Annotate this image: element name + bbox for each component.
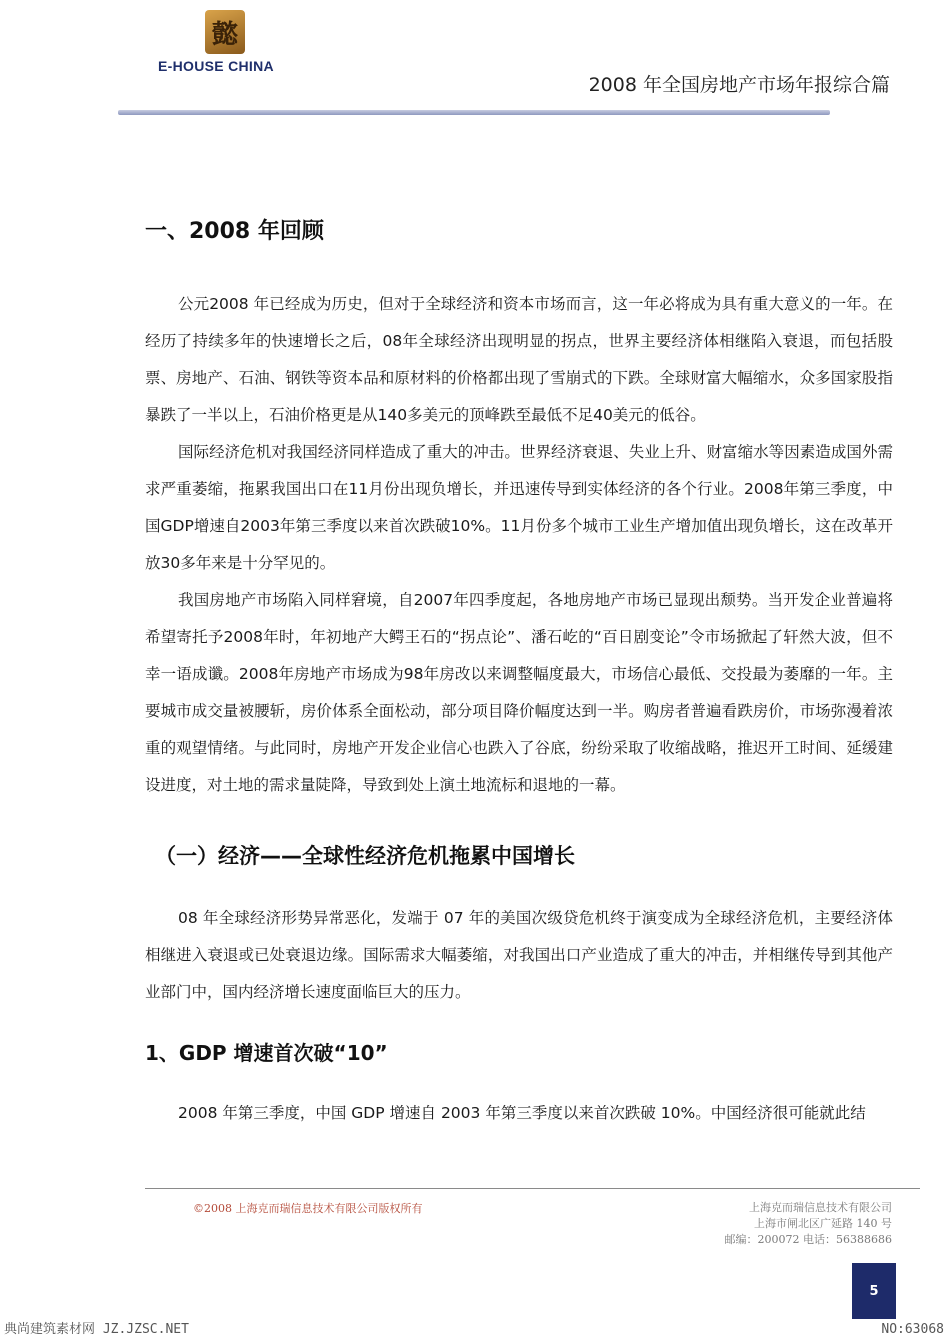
- section-heading: 一、2008 年回顾: [145, 219, 324, 244]
- subsection-paragraph: 08 年全球经济形势异常恶化，发端于 07 年的美国次级贷危机终于演变成为全球经济危机，主要经济体相继进入衰退或已处衰退边缘。国际需求大幅萎缩，对我国出口产业造成了重大的冲击，并相继传导到其他产业部门中，国内经济增长速度面临巨大的压力。: [145, 909, 893, 1001]
- company-logo: [150, 8, 300, 78]
- logo-seal: [205, 10, 245, 54]
- brand-name: E-HOUSE CHINA: [158, 58, 274, 74]
- footer-company: 上海克而瑞信息技术有限公司: [749, 1201, 892, 1214]
- logo-glyph: 懿: [211, 19, 238, 50]
- section-paragraph-1: 公元2008 年已经成为历史，但对于全球经济和资本市场而言，这一年必将成为具有重大意义的一年。在经历了持续多年的快速增长之后，08年全球经济出现明显的拐点，世界主要经济体相继陷入衰退，而包括股票、房地产、石油、钢铁等资本品和原材料的价格都出现了雪崩式的下跌。全球财富大幅缩水，众多国家股指暴跌了一半以上，石油价格更是从140多美元的顶峰跌至最低不足40美元的低谷。: [145, 295, 893, 424]
- section-paragraph-2: 国际经济危机对我国经济同样造成了重大的冲击。世界经济衰退、失业上升、财富缩水等因素造成国外需求严重萎缩，拖累我国出口在11月份出现负增长，并迅速传导到实体经济的各个行业。2008年第三季度，中国GDP增速自2003年第三季度以来首次跌破10%。11月份多个城市工业生产增加值出现负增长，这在改革开放30多年来是十分罕见的。: [145, 443, 893, 572]
- page-number: 5: [852, 1263, 896, 1319]
- watermark-left: 典尚建筑素材网 JZ.JZSC.NET: [4, 1322, 189, 1337]
- section-paragraph-3: 我国房地产市场陷入同样窘境，自2007年四季度起，各地房地产市场已显现出颓势。当开发企业普遍将希望寄托予2008年时，年初地产大鳄王石的“拐点论”、潘石屹的“百日剧变论”令市场掀起了轩然大波，但不幸一语成谶。2008年房地产市场成为98年房改以来调整幅度最大，市场信心最低、交投最为萎靡的一年。主要城市成交量被腰斩，房价体系全面松动，部分项目降价幅度达到一半。购房者普遍看跌房价，市场弥漫着浓重的观望情绪。与此同时，房地产开发企业信心也跌入了谷底，纷纷采取了收缩战略，推迟开工时间、延缓建设进度，对土地的需求量陡降，导致到处上演土地流标和退地的一幕。: [145, 591, 893, 794]
- item-heading: 1、GDP 增速首次破“10”: [145, 1041, 388, 1065]
- footer-contact-block: [725, 1200, 892, 1248]
- watermark-right: NO:63068: [881, 1322, 944, 1337]
- header-divider: [118, 110, 830, 115]
- subsection-heading: （一）经济——全球性经济危机拖累中国增长: [155, 844, 575, 868]
- page-content: [145, 208, 893, 1132]
- document-title: 2008 年全国房地产市场年报综合篇: [588, 74, 890, 96]
- item-paragraph: 2008 年第三季度，中国 GDP 增速自 2003 年第三季度以来首次跌破 10%。中国经济很可能就此结: [178, 1104, 866, 1122]
- footer-contact: 邮编：200072 电话：56388686: [724, 1233, 892, 1246]
- footer-copyright: ©2008 上海克而瑞信息技术有限公司版权所有: [193, 1202, 423, 1215]
- footer-divider: [145, 1188, 920, 1189]
- footer-address: 上海市闸北区广延路 140 号: [754, 1217, 892, 1230]
